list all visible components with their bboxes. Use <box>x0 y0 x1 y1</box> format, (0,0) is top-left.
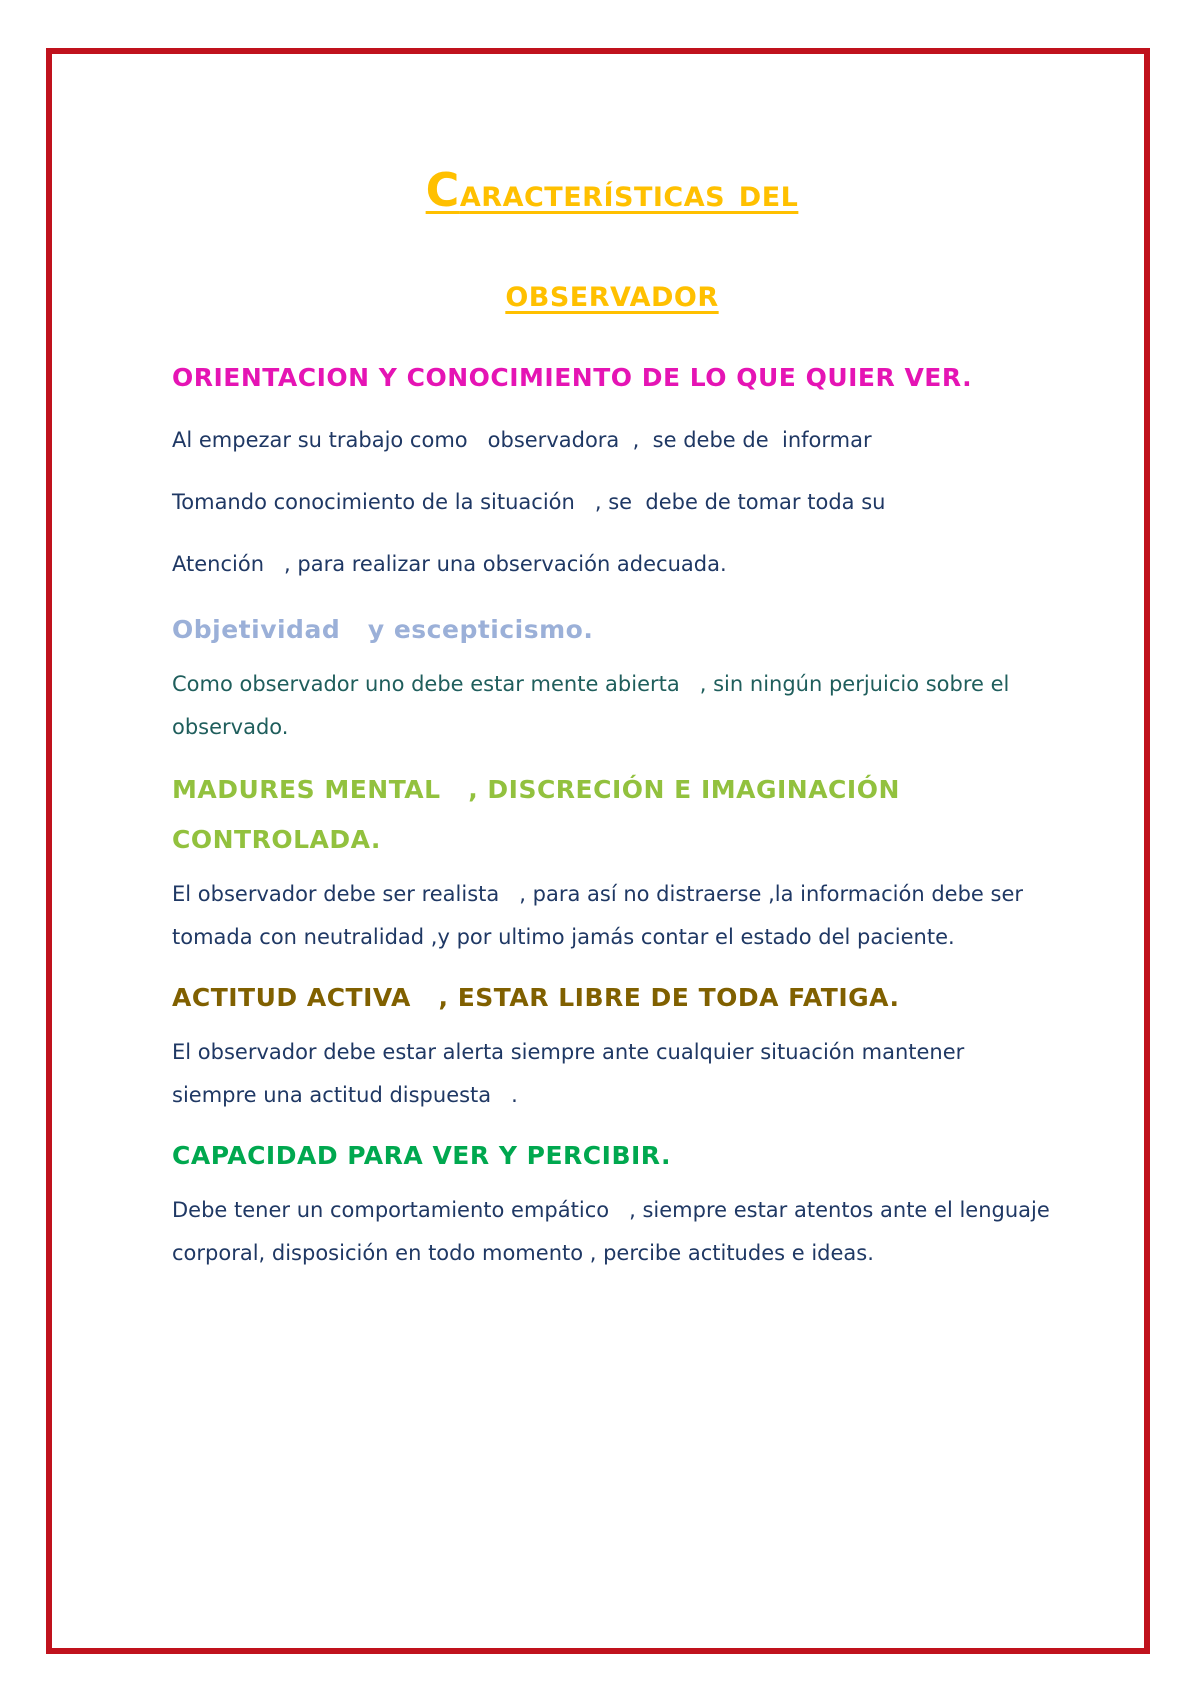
document-title <box>172 140 1052 343</box>
section-2-body: Como observador uno debe estar mente abierta , sin ningún perjuicio sobre el observado. <box>172 672 1017 739</box>
section-5-body: Debe tener un comportamiento empático , siempre estar atentos ante el lenguaje corporal, disposición en todo momento , percibe actitudes e ideas. <box>172 1198 1057 1265</box>
section-heading-actitud: ACTITUD ACTIVA , ESTAR LIBRE DE TODA FATIGA. <box>172 983 900 1012</box>
section-1-line-3: Atención , para realizar una observación adecuada. <box>172 552 727 576</box>
section-1-line-1: Al empezar su trabajo como observadora , se debe de informar <box>172 428 872 452</box>
section-heading-objetividad: Objetividad y escepticismo. <box>172 615 594 644</box>
section-heading-madures: MADURES MENTAL , DISCRECIÓN E IMAGINACIÓN CONTROLADA. <box>172 775 910 854</box>
document-body <box>172 140 1057 1275</box>
section-heading-capacidad: CAPACIDAD PARA VER Y PERCIBIR. <box>172 1141 672 1170</box>
section-heading-orientacion: ORIENTACION Y CONOCIMIENTO DE LO QUE QUIER VER. <box>172 363 973 392</box>
title-line-2: observador <box>505 271 719 315</box>
section-3-body: El observador debe ser realista , para así no distraerse ,la información debe ser tomada con neutralidad ,y por ultimo jamás contar el estado del paciente. <box>172 882 1030 949</box>
section-4-body: El observador debe estar alerta siempre ante cualquier situación mantener siempre una actitud dispuesta . <box>172 1040 971 1107</box>
title-initial: C <box>425 163 460 217</box>
section-1-line-2: Tomando conocimiento de la situación , se debe de tomar toda su <box>172 490 886 514</box>
title-line-1: aracterísticas del <box>459 171 799 215</box>
